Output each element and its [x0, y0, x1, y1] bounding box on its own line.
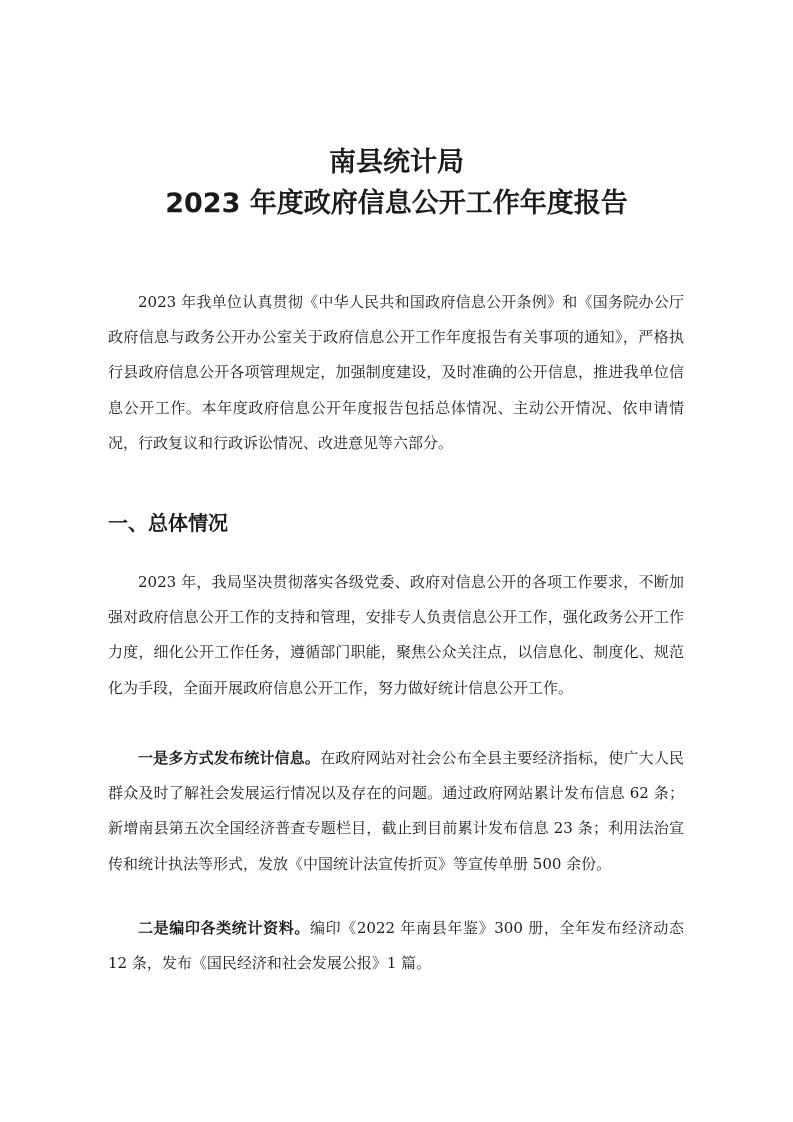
point2-text: 编印《2022 年南县年鉴》300 册，全年发布经济动态 12 条，发布《国民经济和社会发展公报》1 篇。	[108, 919, 684, 973]
point2-lead: 二是编印各类统计资料。	[138, 919, 310, 937]
point1-text: 在政府网站对社会公布全县主要经济指标，使广大人民群众及时了解社会发展运行情况以及存在的问题。通过政府网站累计发布信息 62 条；新增南县第五次全国经济普查专题栏目，截止到目前累计发布信息 23 条；利用法治宣传和统计执法等形式，发放《中国统计法宣传折页》等宣传单册 500 余份。	[108, 749, 684, 873]
report-title-line1: 南县统计局	[329, 147, 464, 178]
point1-lead: 一是多方式发布统计信息。	[138, 749, 321, 767]
point2-paragraph	[108, 911, 684, 981]
intro-paragraph: 2023 年我单位认真贯彻《中华人民共和国政府信息公开条例》和《国务院办公厅政府信息与政务公开办公室关于政府信息公开工作年度报告有关事项的通知》，严格执行县政府信息公开各项管理规定，加强制度建设，及时准确的公开信息，推进我单位信息公开工作。本年度政府信息公开年度报告包括总体情况、主动公开情况、依申请情况，行政复议和行政诉讼情况、改进意见等六部分。	[108, 293, 684, 452]
point1-paragraph	[108, 741, 684, 882]
section-heading-overview: 一、总体情况	[108, 511, 228, 535]
overview-paragraph: 2023 年，我局坚决贯彻落实各级党委、政府对信息公开的各项工作要求，不断加强对政府信息公开工作的支持和管理，安排专人负责信息公开工作，强化政务公开工作力度，细化公开工作任务，遵循部门职能，聚焦公众关注点，以信息化、制度化、规范化为手段，全面开展政府信息公开工作，努力做好统计信息公开工作。	[108, 573, 684, 697]
report-title-line2: 2023 年度政府信息公开工作年度报告	[165, 188, 628, 219]
